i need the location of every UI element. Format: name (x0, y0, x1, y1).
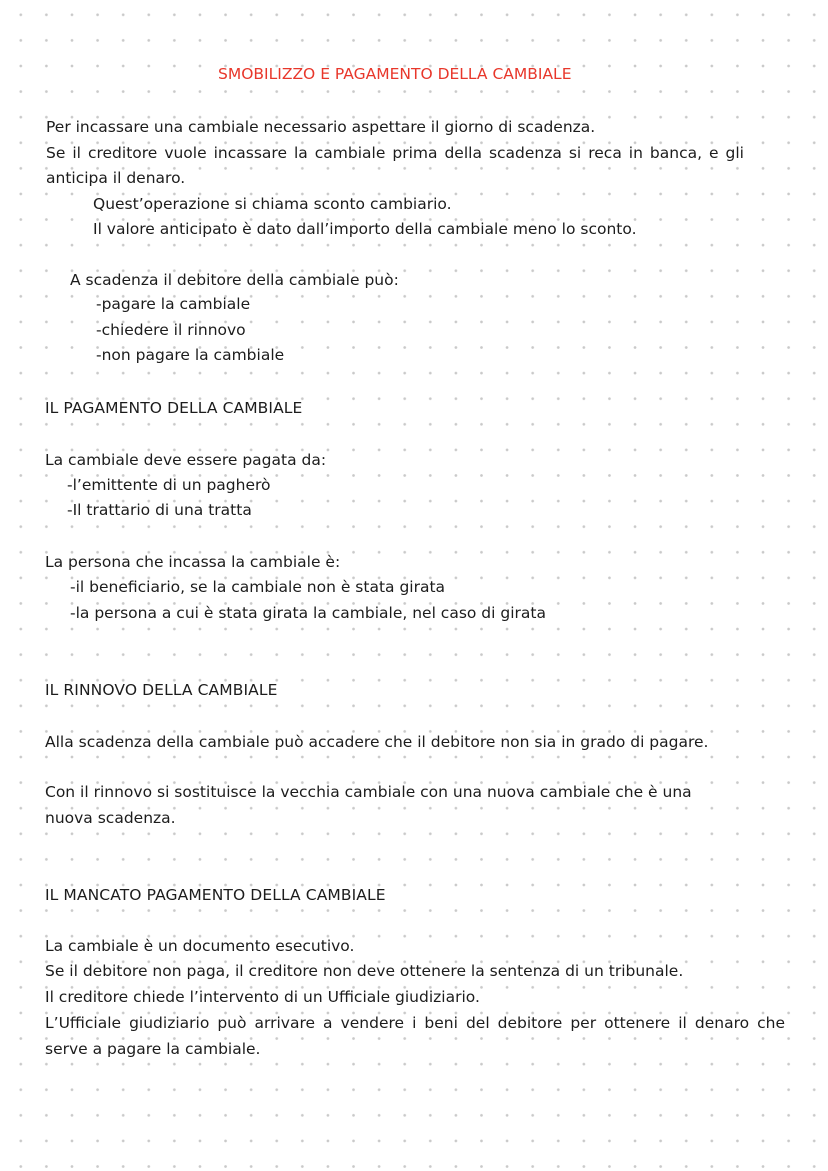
who-pays-item: -l’emittente di un pagherò (67, 476, 271, 494)
renewal-paragraph-line: nuova scadenza. (45, 809, 176, 827)
non-payment-line: L’Ufficiale giudiziario può arrivare a vendere i beni del debitore per ottenere il denaro che (45, 1014, 785, 1032)
non-payment-line: serve a pagare la cambiale. (45, 1040, 261, 1058)
who-pays-item: -Il trattario di una tratta (67, 501, 252, 519)
option-item: -non pagare la cambiale (96, 346, 285, 364)
renewal-paragraph: Alla scadenza della cambiale può accadere che il debitore non sia in grado di pagare. (45, 733, 709, 751)
who-pays-lead: La cambiale deve essere pagata da: (45, 451, 327, 469)
renewal-paragraph-line: Con il rinnovo si sostituisce la vecchia cambiale con una nuova cambiale che è una (45, 783, 692, 801)
who-collects-item: -il beneficiario, se la cambiale non è stata girata (70, 578, 446, 596)
section-heading: IL PAGAMENTO DELLA CAMBIALE (45, 399, 303, 417)
intro-indented-line: Quest’operazione si chiama sconto cambiario. (93, 195, 452, 213)
option-item: -chiedere il rinnovo (96, 321, 246, 339)
intro-line: anticipa il denaro. (46, 169, 186, 187)
option-item: -pagare la cambiale (96, 295, 251, 313)
section-heading: IL MANCATO PAGAMENTO DELLA CAMBIALE (45, 886, 386, 904)
intro-indented-line: Il valore anticipato è dato dall’importo della cambiale meno lo sconto. (93, 220, 637, 238)
intro-line: Per incassare una cambiale necessario aspettare il giorno di scadenza. (46, 118, 596, 136)
who-collects-lead: La persona che incassa la cambiale è: (45, 553, 341, 571)
page-title: SMOBILIZZO E PAGAMENTO DELLA CAMBIALE (218, 65, 572, 83)
non-payment-line: La cambiale è un documento esecutivo. (45, 937, 355, 955)
options-lead: A scadenza il debitore della cambiale può: (70, 271, 399, 289)
who-collects-item: -la persona a cui è stata girata la cambiale, nel caso di girata (70, 604, 546, 622)
section-heading: IL RINNOVO DELLA CAMBIALE (45, 681, 278, 699)
non-payment-line: Se il debitore non paga, il creditore non deve ottenere la sentenza di un tribunale. (45, 962, 684, 980)
non-payment-line: Il creditore chiede l’intervento di un Ufficiale giudiziario. (45, 988, 480, 1006)
intro-line: Se il creditore vuole incassare la cambiale prima della scadenza si reca in banca, e gli (46, 144, 744, 162)
